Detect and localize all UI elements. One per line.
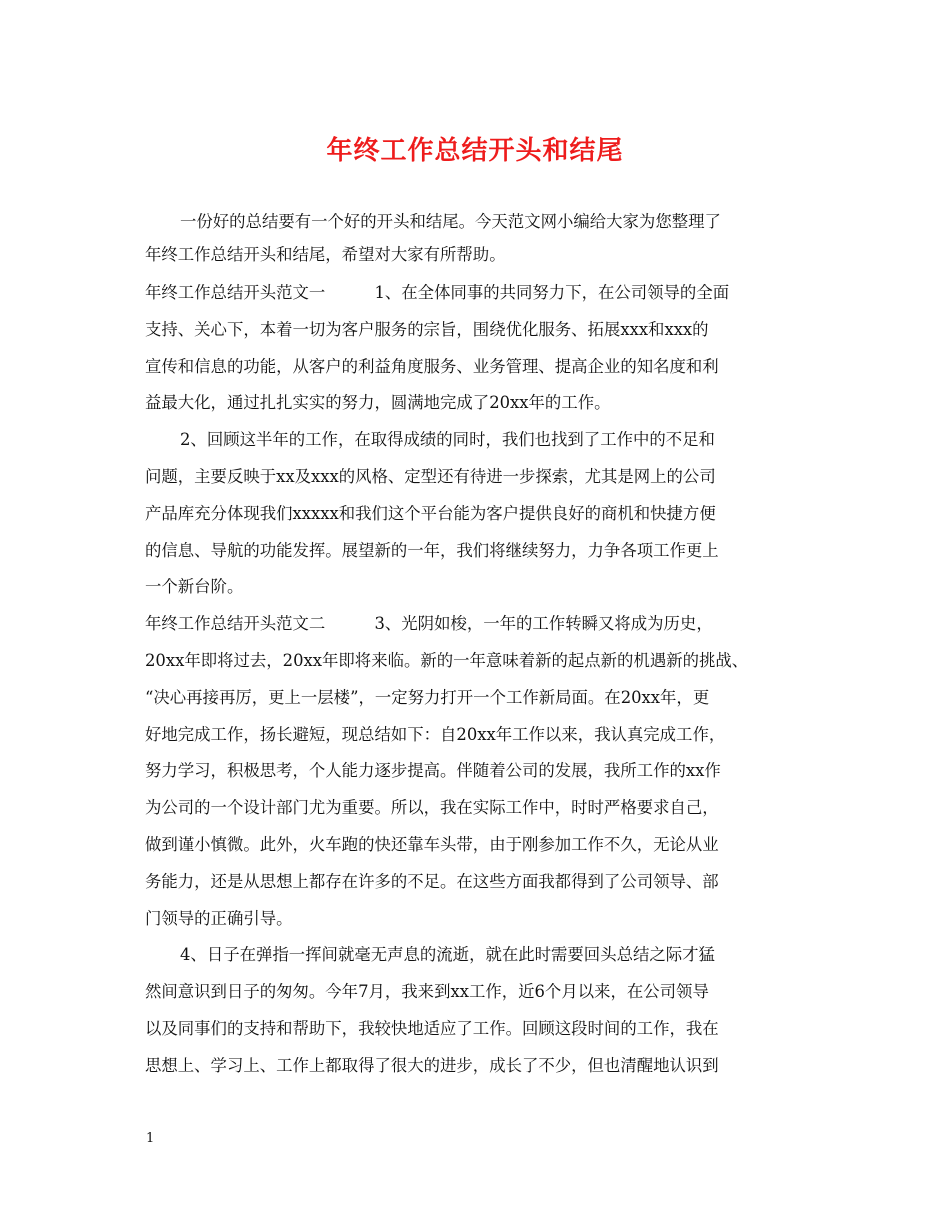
body-line: 好地完成工作，扬长避短，现总结如下：自20xx年工作以来，我认真完成工作，: [145, 725, 726, 744]
body-line: 宣传和信息的功能，从客户的利益角度服务、业务管理、提高企业的知名度和利: [145, 357, 719, 376]
body-line: 然间意识到日子的匆匆。今年7月，我来到xx工作，近6个月以来，在公司领导: [145, 982, 709, 1001]
body-line: 做到谨小慎微。此外，火车跑的快还靠车头带，由于刚参加工作不久，无论从业: [145, 835, 719, 854]
body-line: 支持、关心下，本着一切为客户服务的宗旨，围绕优化服务、拓展xxx和xxx的: [145, 320, 709, 339]
body-line: 问题，主要反映于xx及xxx的风格、定型还有待进一步探索，尤其是网上的公司: [145, 467, 716, 486]
body-line: 20xx年即将过去，20xx年即将来临。新的一年意味着新的起点新的机遇新的挑战、: [145, 651, 749, 670]
page-number: 1: [146, 1131, 155, 1146]
body-line: 以及同事们的支持和帮助下，我较快地适应了工作。回顾这段时间的工作，我在: [145, 1019, 719, 1038]
body-line: 4、日子在弹指一挥间就毫无声息的流逝，就在此时需要回头总结之际才猛: [180, 945, 715, 964]
body-line: 2、回顾这半年的工作，在取得成绩的同时，我们也找到了工作中的不足和: [180, 430, 715, 449]
section-heading-line: 年终工作总结开头范文一 1、在全体同事的共同努力下，在公司领导的全面: [145, 283, 730, 302]
body-line: 门领导的正确引导。: [145, 909, 293, 928]
body-line: 的信息、导航的功能发挥。展望新的一年，我们将继续努力，力争各项工作更上: [145, 541, 719, 560]
body-line: “决心再接再厉，更上一层楼”，一定努力打开一个工作新局面。在20xx年，更: [145, 688, 710, 707]
body-line: 一个新台阶。: [145, 577, 244, 596]
body-line: 思想上、学习上、工作上都取得了很大的进步，成长了不少，但也清醒地认识到: [145, 1056, 719, 1075]
document-title: 年终工作总结开头和结尾: [326, 136, 624, 166]
body-line: 益最大化，通过扎扎实实的努力，圆满地完成了20xx年的工作。: [145, 393, 611, 412]
body-line: 务能力，还是从思想上都存在许多的不足。在这些方面我都得到了公司领导、部: [145, 872, 719, 891]
body-line: 努力学习，积极思考，个人能力逐步提高。伴随着公司的发展，我所工作的xx作: [145, 761, 721, 780]
body-line: 为公司的一个设计部门尤为重要。所以，我在实际工作中，时时严格要求自己，: [145, 798, 719, 817]
body-line: 产品库充分体现我们xxxxx和我们这个平台能为客户提供良好的商机和快捷方便: [145, 504, 716, 523]
body-line: 一份好的总结要有一个好的开头和结尾。今天范文网小编给大家为您整理了: [180, 212, 721, 231]
section-heading-line: 年终工作总结开头范文二 3、光阴如梭，一年的工作转瞬又将成为历史，: [145, 614, 713, 633]
body-line: 年终工作总结开头和结尾，希望对大家有所帮助。: [145, 245, 506, 264]
